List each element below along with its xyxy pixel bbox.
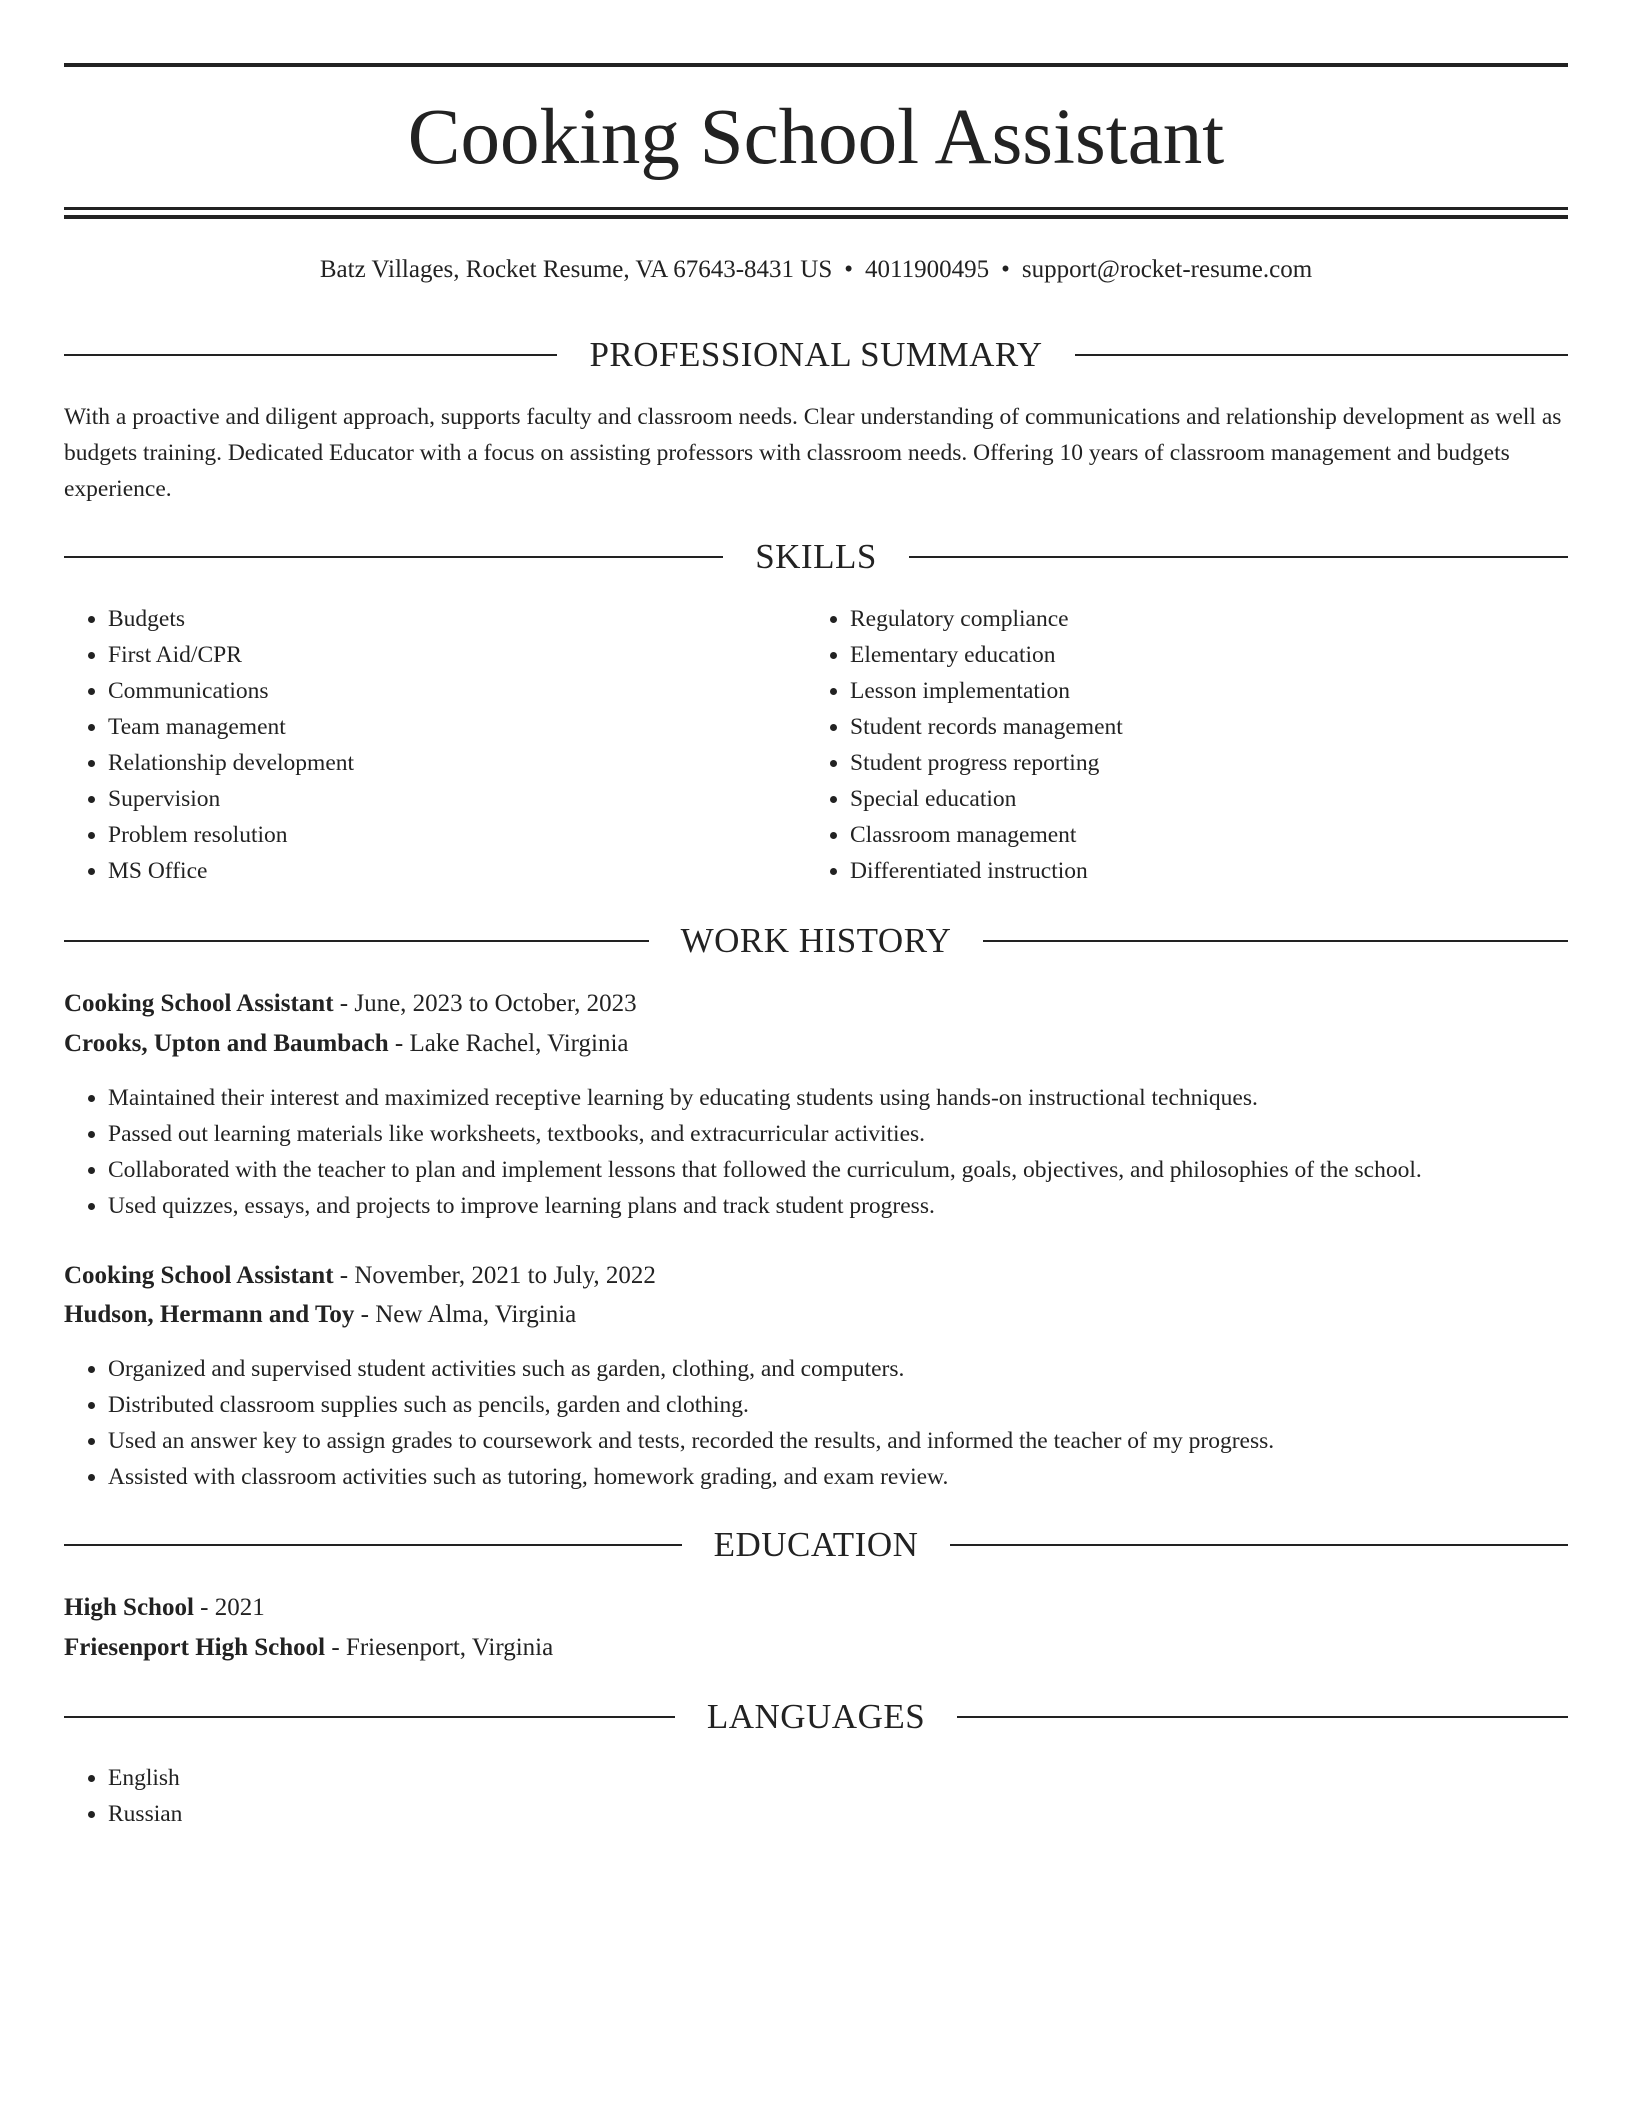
skill-item: • Problem resolution	[108, 817, 808, 853]
job-bullet: • Organized and supervised student activities such as garden, clothing, and computers.	[108, 1351, 1568, 1387]
skill-item: • Budgets	[108, 601, 808, 637]
job-bullet: • Distributed classroom supplies such as pencils, garden and clothing.	[108, 1387, 1568, 1423]
section-title: SKILLS	[755, 537, 877, 576]
skill-item: • Classroom management	[850, 817, 1550, 853]
contact-separator: •	[1001, 256, 1010, 283]
languages-list	[64, 1760, 808, 1832]
skill-item: • First Aid/CPR	[108, 637, 808, 673]
education-degree-line	[64, 1590, 265, 1626]
education-year: - 2021	[200, 1594, 265, 1621]
contact-address: Batz Villages, Rocket Resume, VA 67643-8431 US	[319, 256, 833, 283]
education-location: - Friesenport, Virginia	[331, 1634, 554, 1661]
top-rule	[64, 63, 1568, 67]
education-degree: High School	[64, 1594, 194, 1621]
heading-rule	[957, 1716, 1568, 1718]
language-item: • English	[108, 1760, 808, 1796]
job-bullet: • Assisted with classroom activities such as tutoring, homework grading, and exam review.	[108, 1459, 1568, 1495]
heading-rule	[64, 1544, 682, 1546]
section-heading-summary	[64, 333, 1568, 377]
skill-item: • Differentiated instruction	[850, 853, 1550, 889]
heading-rule	[64, 556, 723, 558]
job-title-line	[64, 1258, 656, 1294]
job-location: - New Alma, Virginia	[360, 1301, 577, 1328]
heading-rule	[950, 1544, 1568, 1546]
skills-list-left	[64, 601, 808, 889]
job-bullets	[64, 1080, 1568, 1224]
job-title-line	[64, 986, 637, 1022]
skill-item: • Regulatory compliance	[850, 601, 1550, 637]
job-bullet: • Collaborated with the teacher to plan and implement lessons that followed the curriculum, goals, objectives, and philosophies of the school.	[108, 1152, 1568, 1188]
section-title: PROFESSIONAL SUMMARY	[589, 335, 1043, 374]
section-heading-work	[64, 919, 1568, 963]
job-title: Cooking School Assistant	[64, 1262, 334, 1289]
skill-item: • Lesson implementation	[850, 673, 1550, 709]
skill-item: • Student progress reporting	[850, 745, 1550, 781]
skill-item: • Relationship development	[108, 745, 808, 781]
language-item: • Russian	[108, 1796, 808, 1832]
skill-item: • Supervision	[108, 781, 808, 817]
job-location: - Lake Rachel, Virginia	[394, 1030, 629, 1057]
heading-rule	[64, 354, 557, 356]
job-bullet: • Passed out learning materials like worksheets, textbooks, and extracurricular activities.	[108, 1116, 1568, 1152]
skill-item: • Communications	[108, 673, 808, 709]
section-heading-skills	[64, 535, 1568, 579]
skill-item: • Special education	[850, 781, 1550, 817]
heading-rule	[64, 940, 649, 942]
education-school: Friesenport High School	[64, 1634, 326, 1661]
double-rule-lower	[64, 215, 1568, 219]
education-school-line	[64, 1630, 553, 1666]
double-rule-upper	[64, 207, 1568, 210]
section-title: WORK HISTORY	[680, 921, 952, 960]
job-bullet: • Used quizzes, essays, and projects to improve learning plans and track student progress.	[108, 1188, 1568, 1224]
job-company: Hudson, Hermann and Toy	[64, 1301, 355, 1328]
contact-phone: 4011900495	[865, 256, 990, 283]
job-company: Crooks, Upton and Baumbach	[64, 1030, 389, 1057]
skill-item: • Elementary education	[850, 637, 1550, 673]
contact-separator: •	[844, 256, 853, 283]
heading-rule	[909, 556, 1568, 558]
job-title: Cooking School Assistant	[64, 990, 334, 1017]
job-dates: - November, 2021 to July, 2022	[339, 1262, 656, 1289]
contact-email: support@rocket-resume.com	[1021, 256, 1313, 283]
skill-item: • Team management	[108, 709, 808, 745]
heading-rule	[64, 1716, 675, 1718]
resume-name: Cooking School Assistant	[407, 94, 1225, 181]
heading-rule	[1075, 354, 1568, 356]
section-heading-education	[64, 1523, 1568, 1567]
section-title: EDUCATION	[713, 1525, 919, 1564]
section-title: LANGUAGES	[706, 1697, 926, 1736]
job-bullets	[64, 1351, 1568, 1495]
job-bullet: • Maintained their interest and maximized receptive learning by educating students using hands-on instructional techniques.	[108, 1080, 1568, 1116]
job-dates: - June, 2023 to October, 2023	[339, 990, 637, 1017]
skill-item: • Student records management	[850, 709, 1550, 745]
job-company-line	[64, 1297, 576, 1333]
skills-list-right	[806, 601, 1550, 889]
job-bullet: • Used an answer key to assign grades to coursework and tests, recorded the results, and informed the teacher of my progress.	[108, 1423, 1568, 1459]
contact-line	[64, 252, 1568, 288]
heading-rule	[983, 940, 1568, 942]
summary-paragraph: With a proactive and diligent approach, supports faculty and classroom needs. Clear understanding of communications and relationship development as well as budgets training. Dedicated Educator with a focus on assisting professors with classroom needs. Offering 10 years of classroom management and budgets experience.	[64, 404, 1562, 502]
skill-item: • MS Office	[108, 853, 808, 889]
job-company-line	[64, 1026, 629, 1062]
section-heading-languages	[64, 1695, 1568, 1739]
